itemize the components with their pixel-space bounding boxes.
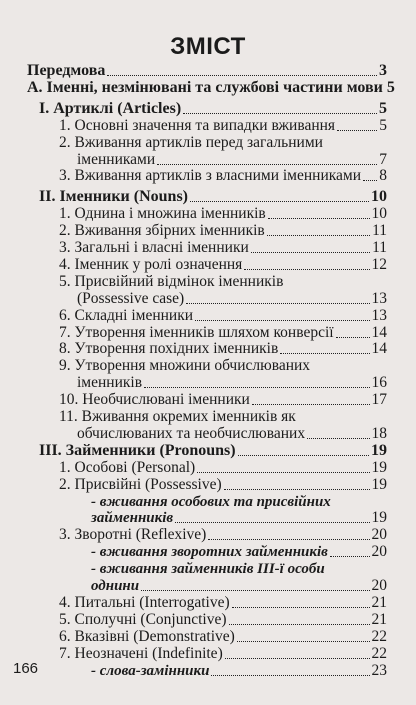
toc-entry	[59, 239, 387, 257]
toc-entry-page: 21	[371, 593, 387, 611]
dot-leader	[229, 624, 370, 625]
dot-leader	[280, 353, 369, 354]
toc-entry-title: 2. Присвійні (Possessive)	[59, 475, 222, 493]
toc-entry-title: 1. Однина і множина іменників	[59, 205, 266, 223]
toc-entry-page: 8	[379, 167, 387, 185]
toc-entry-title: 7. Неозначені (Indefinite)	[59, 644, 223, 662]
toc-entry-title: 5. Присвійний відмінок іменників	[59, 272, 284, 290]
toc-entry	[59, 324, 387, 342]
toc-entry-title-cont: (Possessive case)	[77, 289, 185, 307]
toc-entry	[59, 205, 387, 223]
toc-entry	[59, 117, 387, 135]
dot-leader	[268, 218, 370, 219]
toc-entry	[77, 151, 387, 169]
dot-leader	[224, 489, 370, 490]
toc-entry-page: 21	[371, 610, 387, 628]
toc-entry-title-cont: однини	[91, 578, 140, 594]
toc-entry-title: 2. Вживання збірних іменників	[59, 222, 265, 240]
toc-entry	[77, 290, 387, 308]
toc-entry-title: 8. Утворення похідних іменників	[59, 340, 279, 358]
dot-leader	[330, 556, 370, 557]
dot-leader	[251, 252, 370, 253]
toc-entry-page: 5	[386, 78, 395, 96]
dot-leader	[252, 404, 370, 405]
toc-entry-page: 19	[371, 509, 387, 527]
toc-entry	[77, 425, 387, 443]
toc-entry	[39, 442, 387, 460]
toc-entry-title: 3. Загальні і власні іменники	[59, 239, 249, 256]
toc-entry-title: 3. Зворотні (Reflexive)	[59, 526, 207, 544]
toc-entry-title: Передмова	[27, 62, 106, 79]
dot-leader	[197, 472, 369, 473]
dot-leader	[307, 438, 369, 439]
toc-entry-title-cont: обчислюваних та необчислюваних	[77, 424, 306, 442]
toc-entry-page: 13	[371, 289, 387, 307]
toc-entry	[59, 594, 387, 612]
toc-entry-title: 11. Вживання окремих іменників як	[59, 408, 296, 425]
toc-entry-page: 5	[379, 99, 387, 117]
toc-entry-page: 19	[371, 441, 387, 459]
page-title: ЗМІСТ	[170, 33, 246, 60]
dot-leader	[157, 164, 377, 165]
toc-entry	[59, 222, 387, 240]
dot-leader	[186, 303, 369, 304]
toc-entry	[27, 78, 395, 97]
toc-entry	[59, 307, 387, 325]
toc-entry-page: 3	[379, 62, 387, 79]
toc-entry-page: 20	[371, 577, 387, 594]
toc-entry	[77, 374, 387, 392]
toc-entry-title: 7. Утворення іменників шляхом конверсії	[59, 323, 334, 341]
toc-entry	[91, 509, 387, 527]
toc-entry-title: 6. Складні іменники	[59, 306, 194, 324]
toc-entry	[91, 662, 387, 680]
toc-entry-page: 16	[371, 374, 387, 392]
toc-entry-title: 5. Сполучні (Conjunctive)	[59, 610, 227, 628]
dot-leader	[238, 455, 369, 456]
toc-entry-title: 3. Вживання артиклів з власними іменниками	[59, 167, 362, 185]
page-number: 166	[13, 660, 39, 677]
dot-leader	[208, 539, 369, 540]
dot-leader	[225, 658, 370, 659]
toc-entry-title: 10. Необчислювані іменники	[59, 391, 250, 409]
dot-leader	[141, 590, 369, 591]
toc-entry	[59, 459, 387, 477]
dot-leader	[267, 235, 370, 236]
toc-entry	[59, 611, 387, 629]
dot-leader	[183, 113, 377, 114]
toc-entry	[27, 62, 387, 80]
toc-entry-page: 11	[372, 239, 387, 256]
toc-entry-page: 10	[371, 205, 387, 223]
toc-entry-page: 22	[371, 644, 387, 662]
dot-leader	[336, 337, 370, 338]
toc-entry	[91, 543, 387, 561]
toc-entry	[59, 340, 387, 358]
toc-entry-title: А. Іменні, незмінювані та службові частини мови	[27, 78, 383, 96]
toc-entry	[59, 167, 387, 185]
toc-entry	[39, 100, 387, 118]
toc-entry-title: І. Артиклі (Articles)	[39, 99, 182, 117]
toc-entry-title-cont: іменників	[77, 374, 143, 392]
dot-leader	[107, 75, 377, 76]
toc-entry-page: 23	[371, 661, 387, 679]
toc-entry-title: 4. Питальні (Interrogative)	[59, 593, 230, 611]
toc-entry	[59, 645, 387, 663]
dot-leader	[232, 607, 370, 608]
dot-leader	[337, 130, 377, 131]
toc-entry-page: 19	[371, 475, 387, 493]
toc-entry	[91, 577, 387, 595]
toc-entry-title: 1. Особові (Personal)	[59, 458, 196, 476]
toc-entry-title: - вживання займенників ІІІ-ї особи	[91, 561, 325, 578]
dot-leader	[363, 180, 377, 181]
toc-entry-title: 4. Іменник у ролі означення	[59, 255, 243, 273]
toc-entry-page: 20	[371, 543, 387, 561]
toc-entry	[59, 628, 387, 646]
toc-entry-page: 20	[371, 526, 387, 544]
dot-leader	[195, 320, 369, 321]
toc-entry-page: 7	[379, 150, 387, 168]
dot-leader	[211, 675, 369, 676]
toc-entry-title: ІІІ. Займенники (Pronouns)	[39, 441, 236, 459]
toc-entry-page: 22	[371, 627, 387, 645]
dot-leader	[175, 522, 369, 523]
toc-entry	[59, 526, 387, 544]
toc-entry	[59, 476, 387, 494]
toc-entry-page: 14	[371, 323, 387, 341]
dot-leader	[244, 269, 369, 270]
toc-entry-page: 17	[371, 391, 387, 409]
dot-leader	[190, 201, 369, 202]
toc-entry-page: 13	[371, 306, 387, 324]
toc-entry-page: 14	[371, 340, 387, 358]
toc-entry-page: 12	[371, 255, 387, 273]
toc-entry-title: 9. Утворення множини обчислюваних	[59, 357, 311, 375]
toc-entry	[59, 391, 387, 409]
toc-entry-title: - вживання зворотних займенників	[91, 544, 328, 561]
toc-entry-title: - вживання особових та присвійних	[91, 493, 331, 510]
toc-entry-title: ІІ. Іменники (Nouns)	[39, 188, 189, 206]
toc-entry-page: 5	[379, 116, 387, 134]
toc-entry-title: 2. Вживання артиклів перед загальними	[59, 133, 323, 151]
toc-entry-page: 18	[371, 424, 387, 442]
toc-entry-title-cont: іменниками	[77, 150, 156, 168]
dot-leader	[144, 387, 369, 388]
toc-entry-page: 11	[372, 222, 387, 240]
toc-entry-title: - слова-замінники	[91, 662, 210, 679]
toc-entry	[59, 256, 387, 274]
toc-entry-page: 19	[371, 458, 387, 476]
dot-leader	[237, 641, 370, 642]
toc-entry-title: 6. Вказівні (Demonstrative)	[59, 627, 235, 645]
toc-entry-page: 10	[371, 188, 387, 206]
toc-entry-title-cont: займенників	[91, 510, 174, 527]
toc-entry-title: 1. Основні значення та випадки вживання	[59, 116, 336, 134]
toc-entry	[39, 188, 387, 206]
